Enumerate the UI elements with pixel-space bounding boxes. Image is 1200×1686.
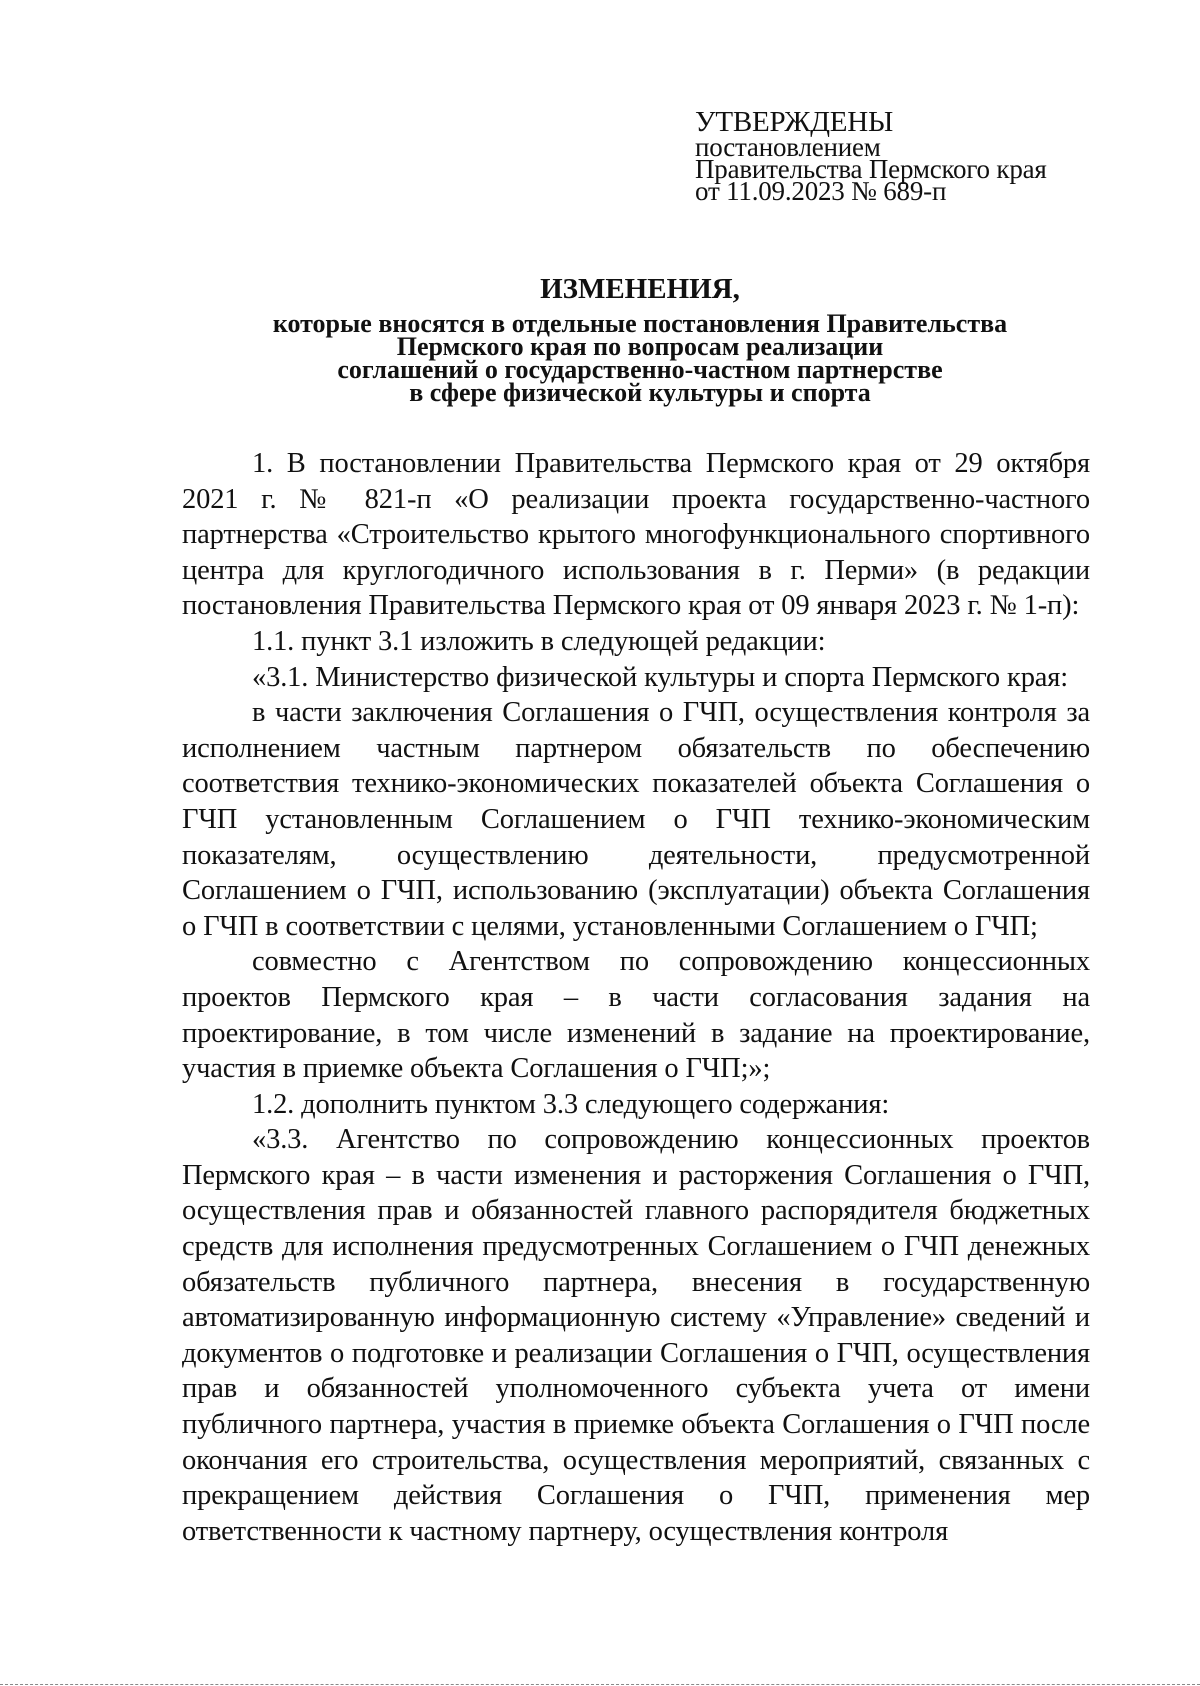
paragraph-1-1: 1.1. пункт 3.1 изложить в следующей редакции: (252, 625, 826, 657)
document-subtitle-line-2: Пермского края по вопросам реализации (396, 332, 884, 361)
document-heading (180, 272, 1100, 407)
document-subtitle-line-1: которые вносятся в отдельные постановления Правительства (272, 309, 1008, 338)
paragraph-ministry-duties: в части заключения Соглашения о ГЧП, осуществления контроля за исполнением частным партнером обязательств по обеспечению соответствия технико-экономических показателей объекта Соглашения о ГЧП установленным Соглашением о ГЧП технико-экономическим показателям, осуществлению деятельности, предусмотренной Соглашением о ГЧП, использованию (эксплуатации) объекта Соглашения о ГЧП в соответствии с целями, установленными Соглашением о ГЧП; (182, 697, 1090, 942)
paragraph-3-3-quote: «3.3. Агентство по сопровождению концессионных проектов Пермского края – в части изменения и расторжения Соглашения о ГЧП, осуществления прав и обязанностей главного распорядителя бюджетных средств для исполнения предусмотренных Соглашением о ГЧП денежных обязательств публичного партнера, внесения в государственную автоматизированную информационную систему «Управление» сведений и документов о подготовке и реализации Соглашения о ГЧП, осуществления прав и обязанностей уполномоченного субъекта учета от имени публичного партнера, участия в приемке объекта Соглашения о ГЧП после окончания его строительства, осуществления мероприятий, связанных с прекращением действия Соглашения о ГЧП, применения мер ответственности к частному партнеру, осуществления контроля (182, 1124, 1090, 1547)
paragraph-1-2: 1.2. дополнить пунктом 3.3 следующего содержания: (252, 1088, 890, 1120)
approval-line-2: Правительства Пермского края (695, 154, 1047, 184)
document-subtitle-line-4: в сфере физической культуры и спорта (409, 378, 871, 407)
paragraph-3-1-quote: «3.1. Министерство физической культуры и спорта Пермского края: (252, 661, 1069, 693)
document-subtitle-line-3: соглашений о государственно-частном партнерстве (337, 355, 943, 384)
paragraph-1: 1. В постановлении Правительства Пермского края от 29 октября 2021 г. № 821-п «О реализации проекта государственно-частного партнерства «Строительство крытого многофункционального спортивного центра для круглогодичного использования в г. Перми» (в редакции постановления Правительства Пермского края от 09 января 2023 г. № 1-п): (182, 448, 1090, 622)
approval-stamp-block (695, 106, 1047, 206)
document-title: ИЗМЕНЕНИЯ, (540, 273, 740, 305)
approval-title: УТВЕРЖДЕНЫ (695, 106, 894, 138)
page-bottom-edge (0, 1684, 1200, 1685)
approval-line-3: от 11.09.2023 № 689-п (695, 176, 947, 206)
approval-line-1: постановлением (695, 132, 881, 162)
document-body (182, 446, 1090, 1549)
paragraph-joint-duties: совместно с Агентством по сопровождению концессионных проектов Пермского края – в части согласования задания на проектирование, в том числе изменений в задание на проектирование, участия в приемке объекта Соглашения о ГЧП;»; (182, 946, 1090, 1085)
